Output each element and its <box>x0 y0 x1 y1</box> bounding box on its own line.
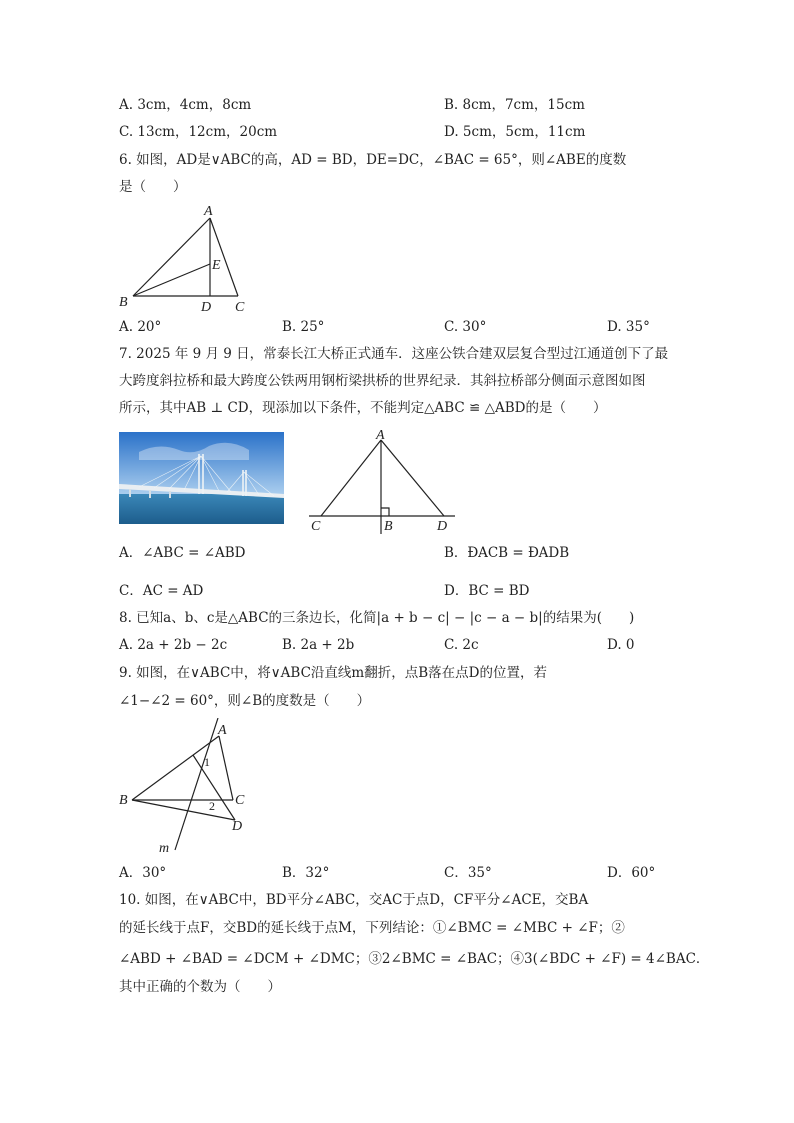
q9-label-c: C <box>235 793 245 808</box>
q6-stem-line1: 6. 如图，AD是∨ABC的高，AD = BD，DE=DC，∠BAC = 65°，则∠ABE的度数 <box>119 152 627 168</box>
q9-label-m: m <box>159 841 170 856</box>
q7-stem-line3: 所示，其中AB ⊥ CD，现添加以下条件，不能判定△ABC ≌ △ABD的是（ ） <box>119 400 607 416</box>
q6-option-c: C. 30° <box>444 319 487 335</box>
q6-option-b: B. 25° <box>282 319 325 335</box>
q7-stem-line2: 大跨度斜拉桥和最大跨度公铁两用钢桁梁拱桥的世界纪录．其斜拉桥部分侧面示意图如图 <box>119 373 646 389</box>
q7-label-d: D <box>437 519 448 534</box>
q9-fold-figure <box>115 718 260 860</box>
q7-triangle-figure <box>305 426 465 536</box>
q10-stem-line2: 的延长线于点F，交BD的延长线于点M，下列结论：①∠BMC = ∠MBC + ∠F；② <box>119 920 625 936</box>
q6-triangle-figure <box>115 200 255 315</box>
q10-stem-line3: ∠ABD + ∠BAD = ∠DCM + ∠DMC；③2∠BMC = ∠BAC；④3(∠BDC + ∠F) = 4∠BAC． <box>119 951 710 967</box>
q5-option-b: B. 8cm，7cm，15cm <box>444 97 585 113</box>
q9-stem-line1: 9. 如图，在∨ABC中，将∨ABC沿直线m翻折，点B落在点D的位置，若 <box>119 665 547 681</box>
q6-label-c: C <box>235 300 245 315</box>
q7-option-c: C．AC = AD <box>119 583 204 599</box>
q5-option-c: C. 13cm，12cm，20cm <box>119 124 278 140</box>
q9-label-a: A <box>218 723 227 738</box>
q6-option-a: A. 20° <box>119 319 162 335</box>
q10-stem-line4: 其中正确的个数为（ ） <box>119 979 281 995</box>
q9-stem-line2: ∠1−∠2 = 60°，则∠B的度数是（ ） <box>119 693 371 709</box>
q9-angle-2-label: 2 <box>209 799 215 813</box>
q9-option-a: A．30° <box>119 865 167 881</box>
q7-option-a: A．∠ABC = ∠ABD <box>119 545 246 561</box>
q8-option-d: D. 0 <box>607 637 635 653</box>
q5-option-a: A. 3cm，4cm，8cm <box>119 97 252 113</box>
q7-label-c: C <box>311 519 321 534</box>
q6-label-a: A <box>204 204 213 219</box>
q9-option-c: C．35° <box>444 865 492 881</box>
bridge-photo <box>119 432 284 524</box>
q7-stem-line1: 7. 2025 年 9 月 9 日，常泰长江大桥正式通车．这座公铁合建双层复合型过江通道创下了最 <box>119 346 669 362</box>
q9-option-b: B．32° <box>282 865 330 881</box>
q8-option-c: C. 2c <box>444 637 479 653</box>
q9-angle-1-label: 1 <box>204 755 210 769</box>
q7-label-b: B <box>384 519 393 534</box>
q6-label-d: D <box>201 300 212 315</box>
q10-stem-line1: 10. 如图，在∨ABC中，BD平分∠ABC，交AC于点D，CF平分∠ACE，交BA <box>119 892 589 908</box>
q8-stem: 8. 已知a、b、c是△ABC的三条边长，化简|a + b − c| − |c − a − b|的结果为( ) <box>119 610 635 626</box>
q7-option-b: B．ÐACB = ÐADB <box>444 545 570 561</box>
q6-label-e: E <box>212 258 221 273</box>
q6-option-d: D. 35° <box>607 319 650 335</box>
q9-label-b: B <box>119 793 128 808</box>
q5-option-d: D. 5cm，5cm，11cm <box>444 124 586 140</box>
q7-label-a: A <box>376 428 385 443</box>
q7-option-d: D．BC = BD <box>444 583 530 599</box>
q6-stem-line2: 是（ ） <box>119 179 187 195</box>
q9-label-d: D <box>232 819 243 834</box>
q6-label-b: B <box>119 295 128 310</box>
q8-option-b: B. 2a + 2b <box>282 637 355 653</box>
q8-option-a: A. 2a + 2b − 2c <box>119 637 228 653</box>
q9-option-d: D．60° <box>607 865 656 881</box>
